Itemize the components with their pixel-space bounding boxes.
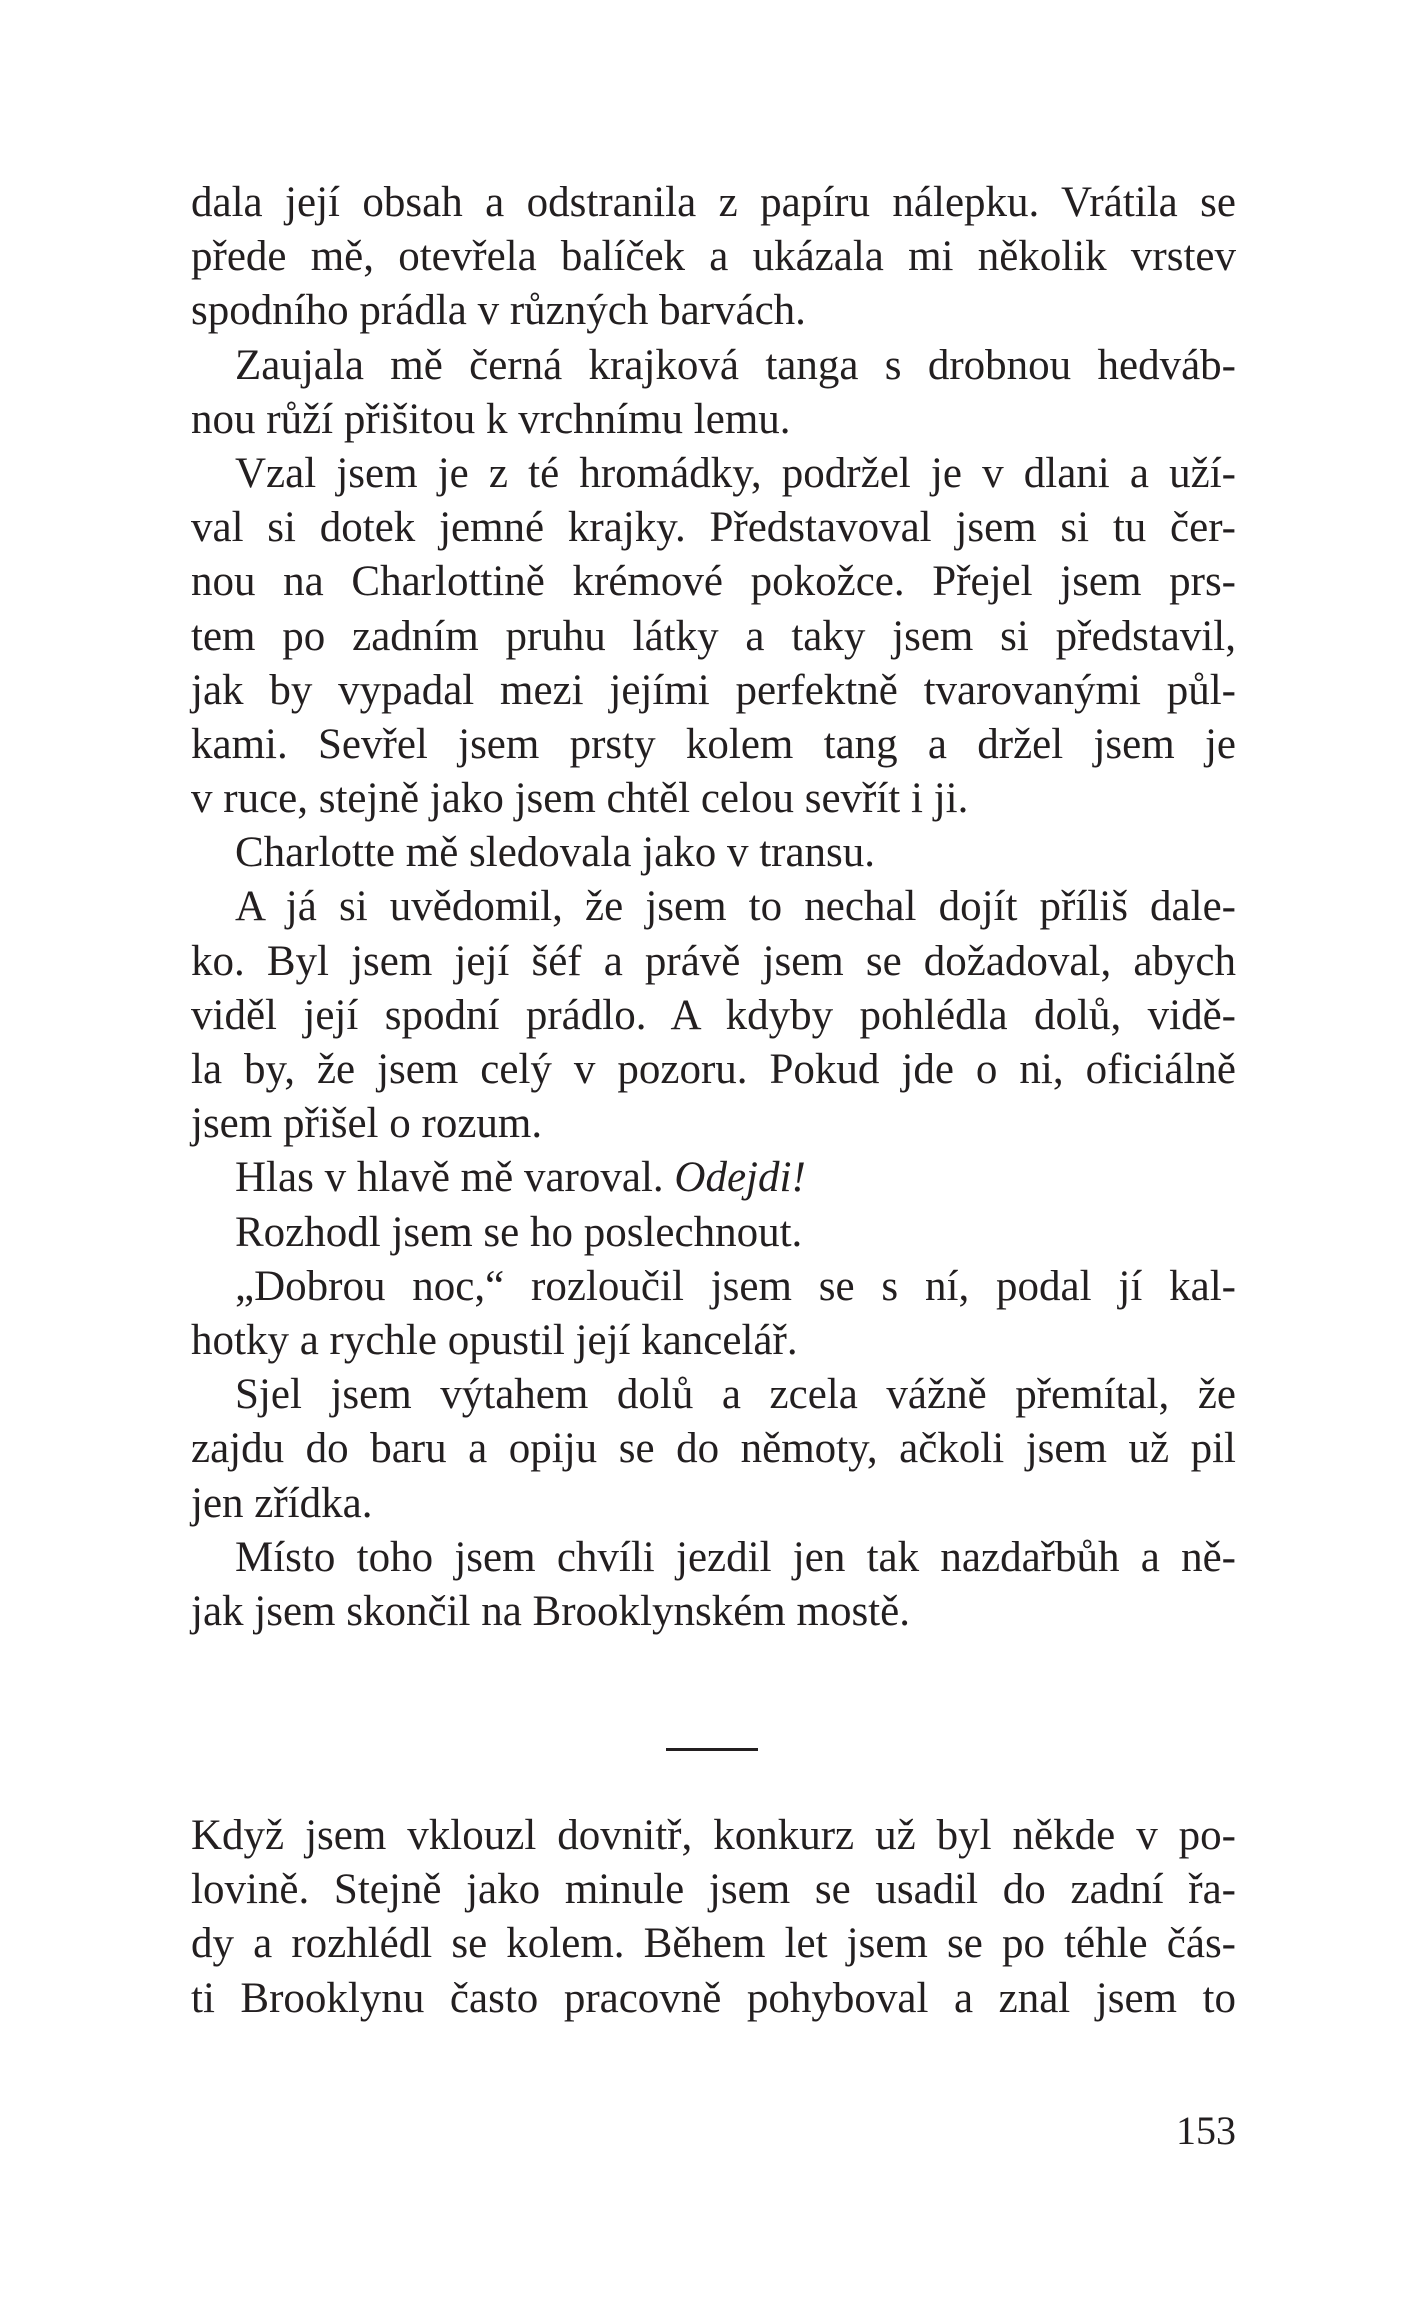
warning-emphasis: Odejdi! xyxy=(674,1154,806,1202)
text-line: hotky a rychle opustil její kancelář. xyxy=(191,1316,798,1364)
text-line: zajdu do baru a opiju se do němoty, ačkoli jsem už pil xyxy=(191,1425,1236,1473)
text-line: Rozhodl jsem se ho poslechnout. xyxy=(235,1208,803,1256)
text-line: Když jsem vklouzl dovnitř, konkurz už byl někde v po- xyxy=(191,1812,1236,1859)
text-block-bottom xyxy=(191,1809,1236,2026)
text-line: dy a rozhlédl se kolem. Během let jsem se po téhle čás- xyxy=(191,1920,1236,1968)
text-line: jak jsem skončil na Brooklynském mostě. xyxy=(191,1587,910,1635)
text-line: ko. Byl jsem její šéf a právě jsem se dožadoval, abych xyxy=(191,937,1236,985)
warning-prefix: Hlas v hlavě mě varoval. xyxy=(235,1154,675,1202)
text-line: val si dotek jemné krajky. Představoval jsem si tu čer- xyxy=(191,504,1236,552)
text-line: Vzal jsem je z té hromádky, podržel je v dlani a uží- xyxy=(235,449,1236,497)
scene-break-rule xyxy=(666,1748,758,1751)
text-line: v ruce, stejně jako jsem chtěl celou sevřít i ji. xyxy=(191,775,969,823)
text-line: kami. Sevřel jsem prsty kolem tang a držel jsem je xyxy=(191,720,1236,768)
text-line: jak by vypadal mezi jejími perfektně tvarovanými půl- xyxy=(191,666,1236,714)
text-line-warning xyxy=(191,1151,1236,1205)
text-line: tem po zadním pruhu látky a taky jsem si představil, xyxy=(191,612,1236,660)
text-line: Zaujala mě černá krajková tanga s drobnou hedváb- xyxy=(235,341,1236,389)
text-line: jsem přišel o rozum. xyxy=(191,1100,543,1148)
text-line: A já si uvědomil, že jsem to nechal dojít příliš dale- xyxy=(235,883,1236,931)
text-block-top xyxy=(191,176,1236,1639)
text-line: viděl její spodní prádlo. A kdyby pohlédla dolů, vidě- xyxy=(191,991,1236,1039)
top-lines-rest xyxy=(191,1206,1236,1640)
text-line: nou růží přišitou k vrchnímu lemu. xyxy=(191,395,791,443)
bottom-lines xyxy=(191,1809,1236,2026)
text-line: přede mě, otevřela balíček a ukázala mi několik vrstev xyxy=(191,233,1236,281)
top-lines xyxy=(191,176,1236,1151)
text-line: spodního prádla v různých barvách. xyxy=(191,287,806,335)
page-number: 153 xyxy=(1176,2108,1236,2153)
text-line: dala její obsah a odstranila z papíru nálepku. Vrátila se xyxy=(191,179,1236,226)
text-line: Sjel jsem výtahem dolů a zcela vážně přemítal, že xyxy=(235,1371,1236,1419)
text-line: jen zřídka. xyxy=(191,1479,373,1527)
text-line: Charlotte mě sledovala jako v transu. xyxy=(235,829,876,877)
text-line: lovině. Stejně jako minule jsem se usadil do zadní řa- xyxy=(191,1866,1236,1914)
text-line: ti Brooklynu často pracovně pohyboval a znal jsem to xyxy=(191,1974,1236,2022)
text-line: la by, že jsem celý v pozoru. Pokud jde o ni, oficiálně xyxy=(191,1046,1236,1093)
text-line: „Dobrou noc,“ rozloučil jsem se s ní, podal jí kal- xyxy=(235,1262,1236,1310)
text-line: nou na Charlottině krémové pokožce. Přejel jsem prs- xyxy=(191,558,1236,606)
text-line: Místo toho jsem chvíli jezdil jen tak nazdařbůh a ně- xyxy=(235,1533,1236,1581)
